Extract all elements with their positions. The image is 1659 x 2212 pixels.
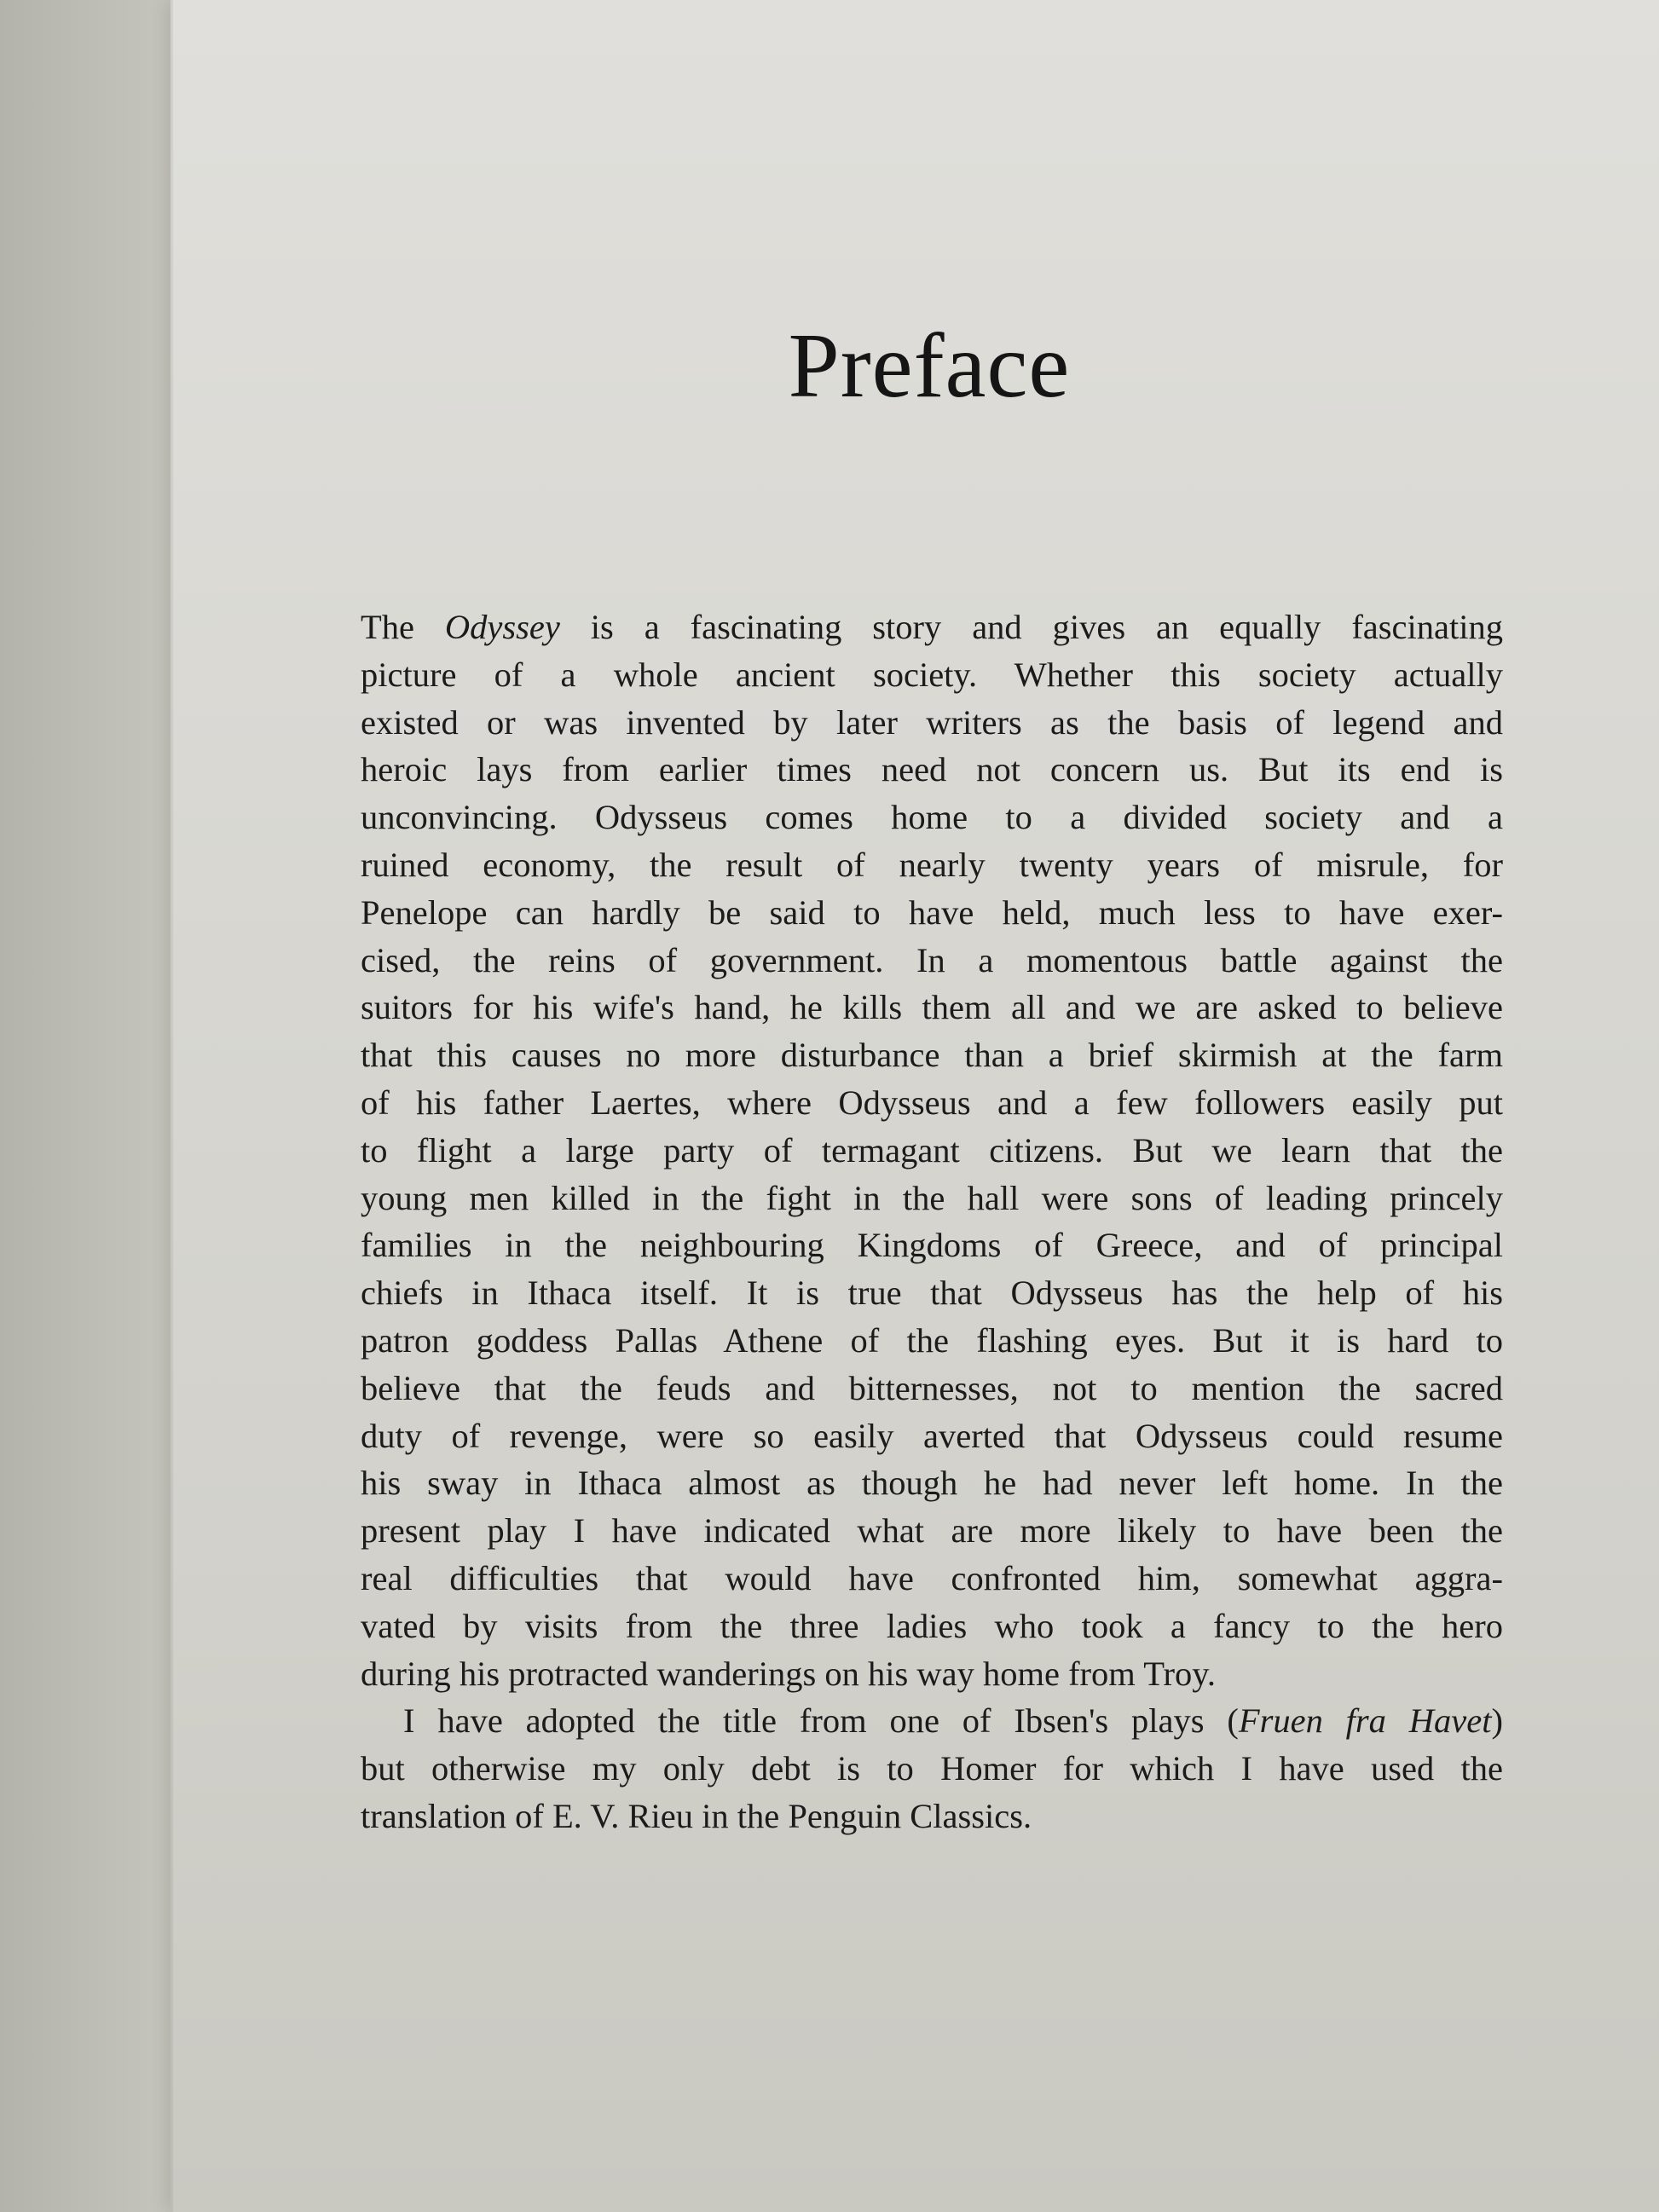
text-line: Penelope can hardly be said to have held, much less to have exer- bbox=[361, 892, 1503, 932]
text-line: ruined economy, the result of nearly twenty years of misrule, for bbox=[361, 845, 1503, 884]
text-segment: The bbox=[361, 608, 445, 646]
text-segment: is a fascinating story and gives an equally fascinating bbox=[559, 608, 1504, 646]
text-line: of his father Laertes, where Odysseus and a few followers easily put bbox=[361, 1083, 1503, 1122]
text-line: that this causes no more disturbance than a brief skirmish at the farm bbox=[361, 1036, 1503, 1075]
italic-title: Odyssey bbox=[444, 608, 560, 646]
text-line: during his protracted wanderings on his way home from Troy. bbox=[361, 1654, 1216, 1693]
text-line: chiefs in Ithaca itself. It is true that Odysseus has the help of his bbox=[361, 1273, 1503, 1313]
text-line: but otherwise my only debt is to Homer for which I have used the bbox=[361, 1749, 1503, 1788]
text-line: heroic lays from earlier times need not concern us. But its end is bbox=[361, 750, 1503, 789]
preface-body bbox=[361, 604, 1503, 1840]
text-line: translation of E. V. Rieu in the Penguin Classics. bbox=[361, 1796, 1032, 1835]
text-line: his sway in Ithaca almost as though he had never left home. In the bbox=[361, 1464, 1503, 1503]
text-line: present play I have indicated what are more likely to have been the bbox=[361, 1511, 1503, 1551]
text-line: believe that the feuds and bitternesses, not to mention the sacred bbox=[361, 1368, 1503, 1407]
text-line: patron goddess Pallas Athene of the flashing eyes. But it is hard to bbox=[361, 1320, 1503, 1360]
text-line: to flight a large party of termagant citizens. But we learn that the bbox=[361, 1130, 1503, 1170]
text-line bbox=[361, 1697, 1503, 1745]
text-line: vated by visits from the three ladies who took a fancy to the hero bbox=[361, 1606, 1503, 1645]
text-line: unconvincing. Odysseus comes home to a divided society and a bbox=[361, 798, 1503, 837]
page-title: Preface bbox=[788, 315, 1071, 417]
text-line: duty of revenge, were so easily averted that Odysseus could resume bbox=[361, 1416, 1503, 1455]
book-gutter bbox=[0, 0, 183, 2212]
text-line: real difficulties that would have confronted him, somewhat aggra- bbox=[361, 1558, 1503, 1597]
text-segment: I have adopted the title from one of Ibsen's plays ( bbox=[403, 1701, 1239, 1741]
text-line bbox=[361, 604, 1503, 651]
text-line: cised, the reins of government. In a momentous battle against the bbox=[361, 940, 1503, 979]
text-line: picture of a whole ancient society. Whether this society actually bbox=[361, 655, 1503, 694]
text-line: existed or was invented by later writers as the basis of legend and bbox=[361, 702, 1503, 742]
text-line: families in the neighbouring Kingdoms of Greece, and of principal bbox=[361, 1226, 1503, 1265]
text-segment: ) bbox=[1491, 1701, 1503, 1741]
text-line: suitors for his wife's hand, he kills them all and we are asked to believe bbox=[361, 988, 1503, 1027]
italic-title: Fruen fra Havet bbox=[1238, 1701, 1492, 1741]
text-line: young men killed in the fight in the hall were sons of leading princely bbox=[361, 1178, 1503, 1217]
